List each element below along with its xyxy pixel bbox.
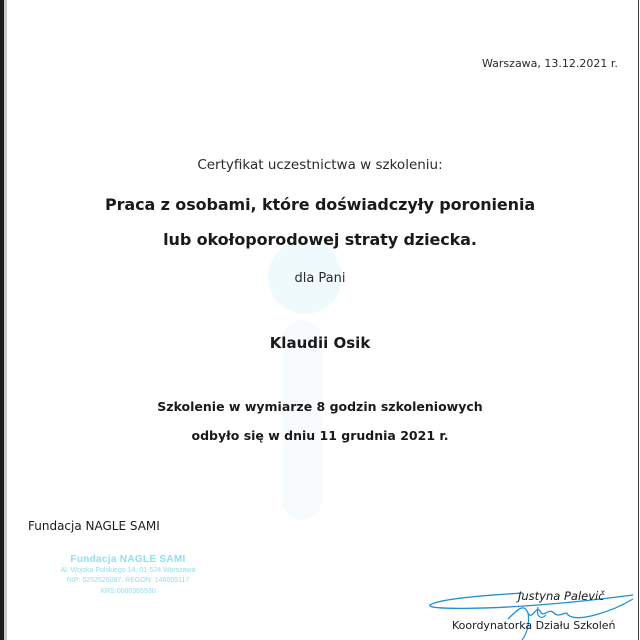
recipient-prefix: dla Pani [294,271,346,286]
place-date: Warszawa, 13.12.2021 r. [482,57,618,70]
description-line-2: odbyło się w dniu 11 grudnia 2021 r. [191,428,449,443]
left-border-shadow [4,0,7,640]
stamp-krs: KRS:0000365530 [100,587,156,595]
training-title-line-1: Praca z osobami, które doświadczyły poronienia [104,195,536,214]
stamp-address: Al. Wojska Polskiego 14, 01-524 Warszawa [60,566,196,574]
description-line-1: Szkolenie w wymiarze 8 godzin szkoleniowych [157,399,483,414]
signer-name: Justyna Palevič [518,589,605,603]
right-border [638,0,639,640]
recipient-name: Klaudii Osik [269,334,371,352]
stamp-title: Fundacja NAGLE SAMI [70,554,186,565]
organization-stamp [48,555,208,597]
certificate-intro: Certyfikat uczestnictwa w szkoleniu: [197,157,443,173]
organization-name: Fundacja NAGLE SAMI [28,519,160,533]
stamp-ids: NIP: 5252526087, REGON: 146609117 [66,577,190,584]
training-title-line-2: lub okołoporodowej straty dziecka. [163,230,477,249]
signer-role: Koordynatorka Działu Szkoleń [452,619,616,632]
